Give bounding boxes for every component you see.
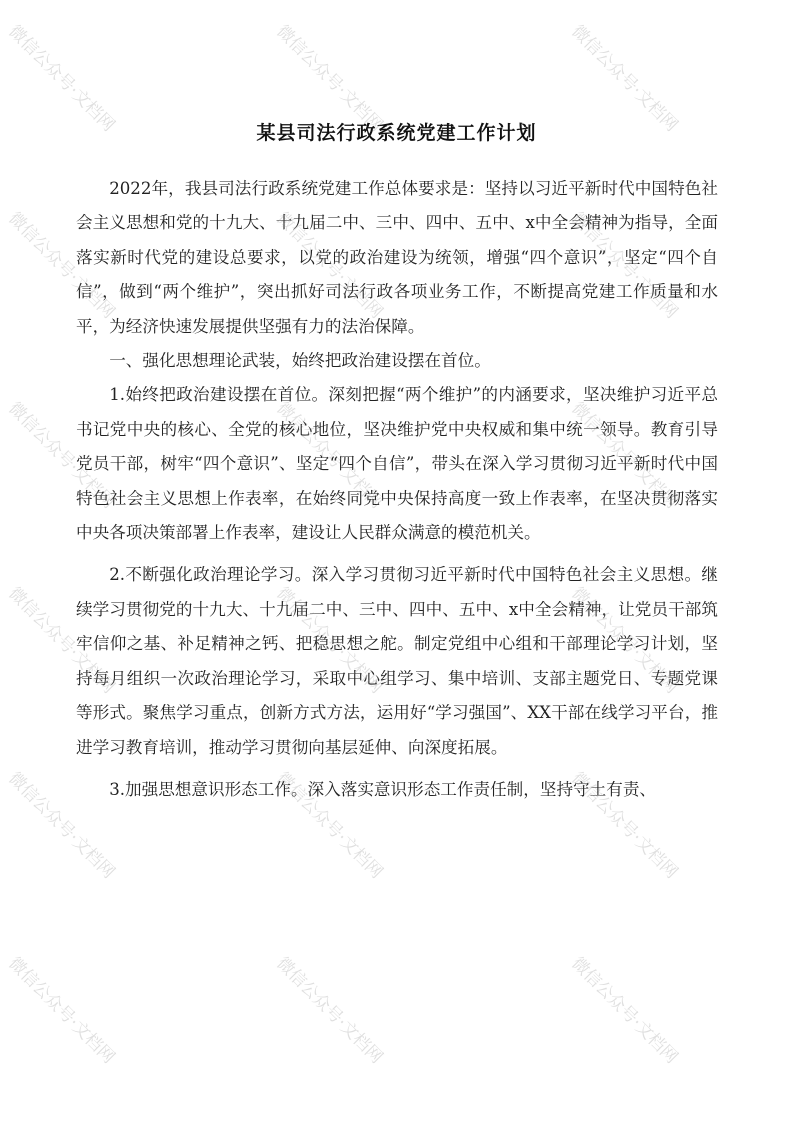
document-title: 某县司法行政系统党建工作计划 — [256, 122, 537, 144]
section-heading-1: 一、强化思想理论武装，始终把政治建设摆在首位。 — [109, 351, 491, 371]
watermark-text: 微信公众号·文档网 — [4, 583, 119, 698]
paragraph-item-2: 2.不断强化政治理论学习。深入学习贯彻习近平新时代中国特色社会主义思想。继续学习贯彻党的十九大、十九届二中、三中、四中、五中、x中全会精神，让党员干部筑牢信仰之基、补足精神之钙、把稳思想之舵。制定党组中心组和干部理论学习计划，坚持每月组织一次政治理论学习，采取中心组学习、集中培训、支部主题党日、专题党课等形式。聚焦学习重点，创新方式方法，运用好“学习强国”、XX干部在线学习平台，推进学习教育培训，推动学习贯彻向基层延伸、向深度拓展。 — [76, 565, 718, 757]
watermark-text: 微信公众号·文档网 — [567, 21, 682, 136]
paragraph-item-1: 1.始终把政治建设摆在首位。深刻把握“两个维护”的内涵要求，坚决维护习近平总书记党中央的核心、全党的核心地位，坚决维护党中央权威和集中统一领导。教育引导党员干部，树牢“四个意识”、坚定“四个自信”，带头在深入学习贯彻习近平新时代中国特色社会主义思想上作表率，在始终同党中央保持高度一致上作表率，在坚决贯彻落实中央各项决策部署上作表率，建设让人民群众满意的模范机关。 — [76, 385, 718, 543]
watermark-text: 微信公众号·文档网 — [567, 953, 682, 1068]
watermark-text: 微信公众号·文档网 — [272, 953, 387, 1068]
paragraph-item-3: 3.加强思想意识形态工作。深入落实意识形态工作责任制，坚持守土有责、 — [109, 779, 657, 799]
watermark-text: 微信公众号·文档网 — [4, 398, 119, 513]
watermark-text: 微信公众号·文档网 — [272, 21, 387, 136]
watermark-text: 微信公众号·文档网 — [4, 768, 119, 883]
watermark-text: 微信公众号·文档网 — [272, 768, 387, 883]
watermark-text: 微信公众号·文档网 — [272, 208, 387, 323]
watermark-text: 微信公众号·文档网 — [567, 583, 682, 698]
document-body — [76, 172, 718, 807]
watermark-text: 微信公众号·文档网 — [4, 21, 119, 136]
watermark-text: 微信公众号·文档网 — [4, 208, 119, 323]
watermark-text: 微信公众号·文档网 — [4, 953, 119, 1068]
watermark-text: 微信公众号·文档网 — [567, 208, 682, 323]
watermark-text: 微信公众号·文档网 — [567, 768, 682, 883]
paragraph-intro: 2022年，我县司法行政系统党建工作总体要求是：坚持以习近平新时代中国特色社会主义思想和党的十九大、十九届二中、三中、四中、五中、x中全会精神为指导，全面落实新时代党的建设总要求，以党的政治建设为统领，增强“四个意识”，坚定“四个自信”，做到“两个维护”，突出抓好司法行政各项业务工作，不断提高党建工作质量和水平，为经济快速发展提供坚强有力的法治保障。 — [76, 179, 718, 336]
watermark-text: 微信公众号·文档网 — [567, 398, 682, 513]
watermark-text: 微信公众号·文档网 — [272, 398, 387, 513]
watermark-text: 微信公众号·文档网 — [272, 583, 387, 698]
